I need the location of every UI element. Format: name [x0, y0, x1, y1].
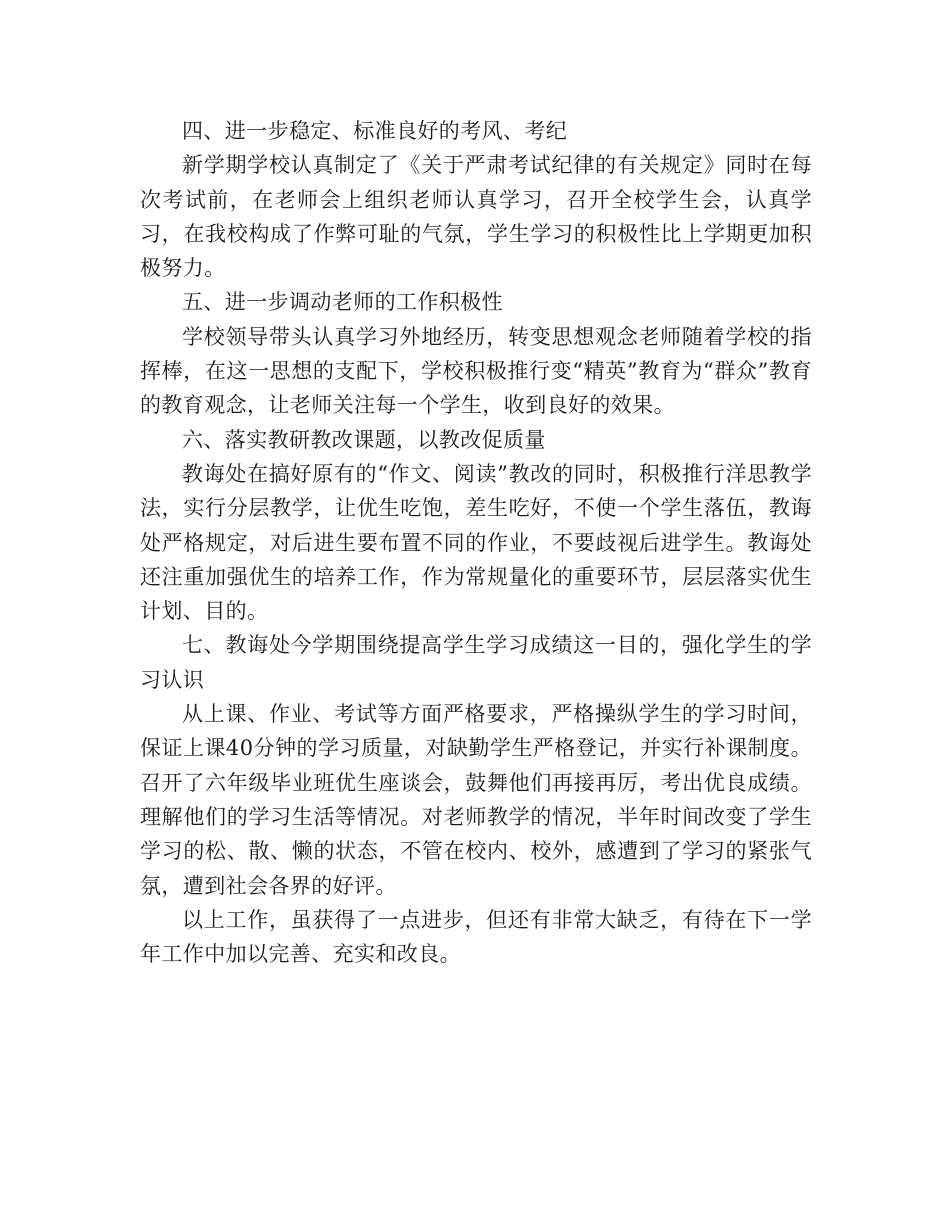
paragraph-teacher-motivation: 学校领导带头认真学习外地经历，转变思想观念老师随着学校的指挥棒，在这一思想的支配下，学校积极推行变“精英”教育为“群众”教育的教育观念，让老师关注每一个学生，收到良好的效果。 — [140, 324, 812, 418]
paragraph-exam-discipline: 新学期学校认真制定了《关于严肃考试纪律的有关规定》同时在每次考试前，在老师会上组织老师认真学习，召开全校学生会，认真学习，在我校构成了作弊可耻的气氛，学生学习的积极性比上学期更加积极努力。 — [140, 153, 812, 281]
paragraph-study-awareness: 从上课、作业、考试等方面严格要求，严格操纵学生的学习时间，保证上课40分钟的学习质量，对缺勤学生严格登记，并实行补课制度。召开了六年级毕业班优生座谈会，鼓舞他们再接再厉，考出优良成绩。理解他们的学习生活等情况。对老师教学的情况，半年时间改变了学生学习的松、散、懒的状态，不管在校内、校外，感遭到了学习的紧张气氛，遭到社会各界的好评。 — [140, 702, 812, 898]
paragraph-teaching-reform: 教诲处在搞好原有的“作文、阅读”教改的同时，积极推行洋思教学法，实行分层教学，让优生吃饱，差生吃好，不使一个学生落伍，教诲处严格规定，对后进生要布置不同的作业，不要歧视后进学生。教诲处还注重加强优生的培养工作，作为常规量化的重要环节，层层落实优生计划、目的。 — [140, 461, 812, 624]
section-heading-7: 七、教诲处今学期围绕提高学生学习成绩这一目的，强化学生的学习认识 — [140, 633, 812, 692]
section-heading-5: 五、进一步调动老师的工作积极性 — [182, 290, 503, 315]
section-heading-6: 六、落实教研教改课题，以教改促质量 — [182, 427, 546, 452]
section-heading-4: 四、进一步稳定、标准良好的考风、考纪 — [182, 119, 568, 143]
paragraph-conclusion: 以上工作，虽获得了一点进步，但还有非常大缺乏，有待在下一学年工作中加以完善、充实和改良。 — [140, 907, 812, 967]
document-body — [140, 114, 812, 971]
